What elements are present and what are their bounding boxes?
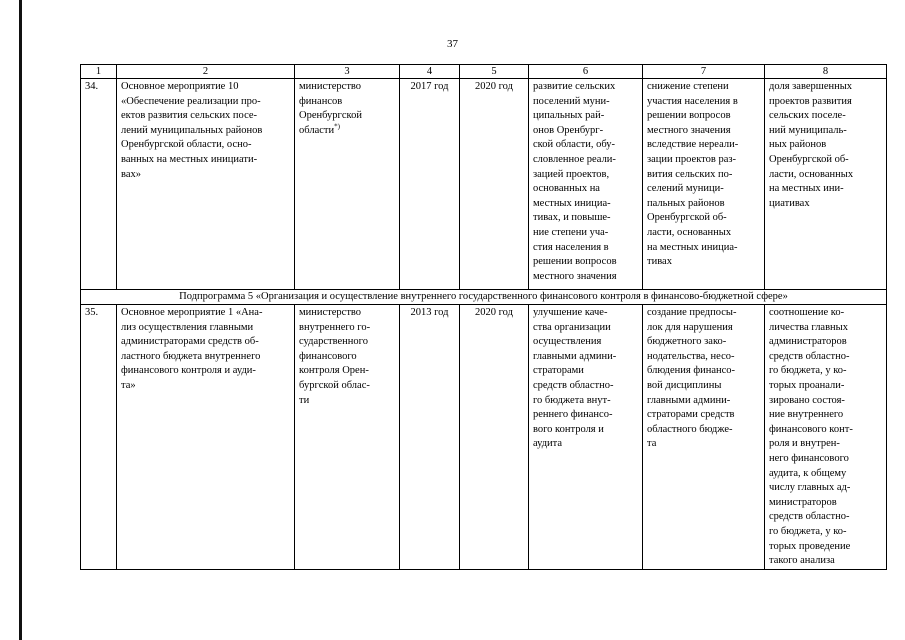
subprogram-row — [81, 290, 887, 305]
end-year-cell: 2020 год — [460, 79, 529, 290]
row-number: 35. — [81, 305, 117, 570]
table-row — [81, 305, 887, 570]
indicator-cell: соотношение ко- личества главных администраторов средств областно- го бюджета, у ко- торых проанали- зировано состоя- ние внутреннего финансового конт- роля и внутрен- него финансового аудита, к общему числу главных ад- министраторов средств областно- го бюджета, у ко- торых проведение такого анализа — [765, 305, 887, 570]
activity-cell: Основное мероприятие 1 «Ана- лиз осуществления главными администраторами средств об- ластного бюджета внутреннего финансового контроля и ауди- та» — [117, 305, 295, 570]
start-year-cell: 2017 год — [400, 79, 460, 290]
column-number: 6 — [529, 65, 643, 79]
expected-result-cell: развитие сельских поселений муни- ципальных рай- онов Оренбург- ской области, обу- словленное реали- зацией проектов, основанных на местных инициа- тивах, и повыше- ние степени уча- стия населения в решении вопросов местного значения — [529, 79, 643, 290]
footnote-marker: *) — [334, 122, 340, 131]
consequences-cell: снижение степени участия населения в решении вопросов местного значения вследствие нереали- зации проектов раз- вития сельских по- селений муници- пальных районов Оренбургской об- ласти, основанных на местных инициа- тивах — [643, 79, 765, 290]
column-number: 8 — [765, 65, 887, 79]
column-number: 2 — [117, 65, 295, 79]
expected-result-cell: улучшение каче- ства организации осуществления главными админи- страторами средств областно- го бюджета внут- реннего финансо- вого контроля и аудита — [529, 305, 643, 570]
consequences-cell: создание предпосы- лок для нарушения бюджетного зако- нодательства, несо- блюдения финансо- вой дисциплины главными админи- страторами средств областного бюдже- та — [643, 305, 765, 570]
binding-edge-line — [19, 0, 22, 640]
column-number: 5 — [460, 65, 529, 79]
table-row — [81, 79, 887, 290]
executor-cell: министерство внутреннего го- сударственного финансового контроля Орен- бургской облас- ти — [295, 305, 400, 570]
activity-cell: Основное мероприятие 10 «Обеспечение реализации про- ектов развития сельских посе- лений муниципальных районов Оренбургской области, осно- ванных на местных инициати- вах» — [117, 79, 295, 290]
row-number: 34. — [81, 79, 117, 290]
indicator-cell: доля завершенных проектов развития сельских поселе- ний муниципаль- ных районов Оренбургской об- ласти, основанных на местных ини- циативах — [765, 79, 887, 290]
column-number: 3 — [295, 65, 400, 79]
column-number: 1 — [81, 65, 117, 79]
executor-text: министерство финансов Оренбургской области — [299, 81, 362, 136]
subprogram-title: Подпрограмма 5 «Организация и осуществление внутреннего государственного финансового контроля в финансово-бюджетной сфере» — [81, 290, 887, 305]
activities-table — [80, 64, 887, 570]
column-number-row — [81, 65, 887, 79]
start-year-cell: 2013 год — [400, 305, 460, 570]
column-number: 4 — [400, 65, 460, 79]
page-number: 37 — [447, 38, 458, 50]
end-year-cell: 2020 год — [460, 305, 529, 570]
column-number: 7 — [643, 65, 765, 79]
executor-cell — [295, 79, 400, 290]
